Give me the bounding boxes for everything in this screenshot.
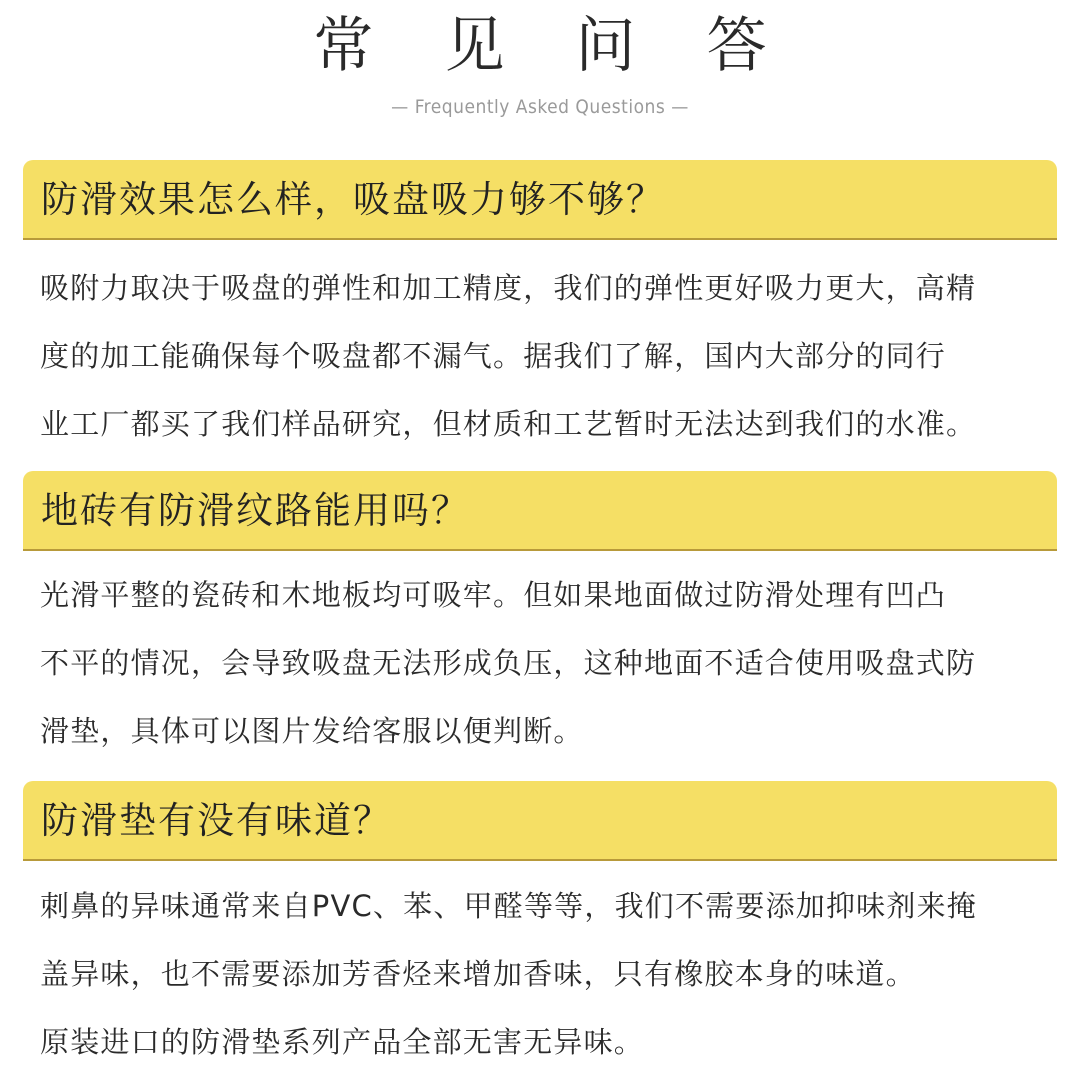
faq-question-2: 地砖有防滑纹路能用吗？ — [41, 489, 470, 532]
page-title: 常 见 问 答 — [313, 11, 793, 81]
answer-line: 滑垫，具体可以图片发给客服以便判断。 — [40, 714, 584, 748]
answer-line: 不平的情况，会导致吸盘无法形成负压，这种地面不适合使用吸盘式防 — [40, 646, 977, 680]
answer-line: 刺鼻的异味通常来自PVC、苯、甲醛等等，我们不需要添加抑味剂来掩 — [40, 889, 977, 923]
faq-answer-2 — [40, 561, 1060, 765]
faq-answer-3 — [40, 872, 1060, 1076]
answer-line: 业工厂都买了我们样品研究，但材质和工艺暂时无法达到我们的水准。 — [40, 407, 977, 441]
answer-line: 吸附力取决于吸盘的弹性和加工精度，我们的弹性更好吸力更大，高精 — [40, 271, 977, 305]
faq-question-3: 防滑垫有没有味道？ — [41, 799, 392, 842]
faq-question-1: 防滑效果怎么样，吸盘吸力够不够？ — [41, 178, 665, 221]
answer-line: 光滑平整的瓷砖和木地板均可吸牢。但如果地面做过防滑处理有凹凸 — [40, 578, 947, 612]
answer-line: 度的加工能确保每个吸盘都不漏气。据我们了解，国内大部分的同行 — [40, 339, 947, 373]
faq-question-bar-2 — [23, 471, 1057, 551]
faq-question-bar-3 — [23, 781, 1057, 861]
page-subtitle: — Frequently Asked Questions — — [391, 96, 689, 118]
answer-line: 原装进口的防滑垫系列产品全部无害无异味。 — [40, 1025, 645, 1059]
faq-question-bar-1 — [23, 160, 1057, 240]
faq-answer-1 — [40, 254, 1060, 458]
answer-line: 盖异味，也不需要添加芳香烃来增加香味，只有橡胶本身的味道。 — [40, 957, 916, 991]
